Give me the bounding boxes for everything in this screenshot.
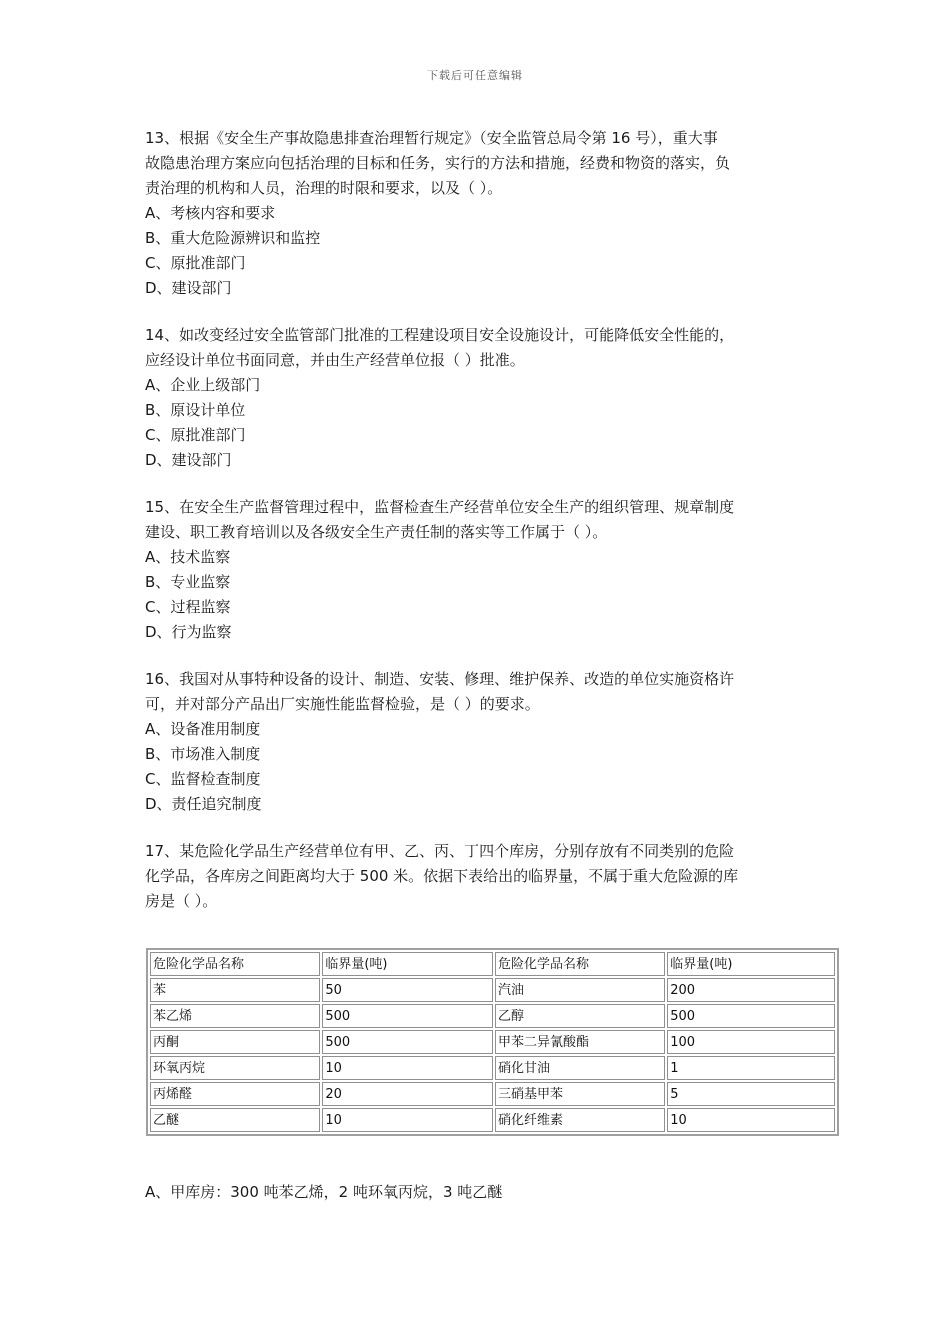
threshold-table <box>146 948 839 1136</box>
table-cell: 乙醇 <box>495 1004 665 1028</box>
table-cell: 500 <box>667 1004 835 1028</box>
question-16 <box>145 667 810 817</box>
table-header-cell: 危险化学品名称 <box>150 952 320 976</box>
option-a: A、设备准用制度 <box>145 720 261 738</box>
table-row <box>150 1082 835 1106</box>
question-stem-line: 可，并对部分产品出厂实施性能监督检验，是（ ）的要求。 <box>145 695 540 713</box>
question-stem-line: 建设、职工教育培训以及各级安全生产责任制的落实等工作属于（ ）。 <box>145 523 608 541</box>
table-cell: 100 <box>667 1030 835 1054</box>
option-a: A、考核内容和要求 <box>145 204 276 222</box>
question-stem-line: 房是（ ）。 <box>145 892 218 910</box>
table-cell: 10 <box>322 1108 493 1132</box>
table-header-cell: 临界量(吨) <box>322 952 493 976</box>
question-list <box>145 126 810 1158</box>
table-cell: 10 <box>322 1056 493 1080</box>
question-stem-line: 14、如改变经过安全监管部门批准的工程建设项目安全设施设计，可能降低安全性能的， <box>145 326 735 344</box>
page-header: 下载后可任意编辑 <box>427 69 523 82</box>
question-17 <box>145 839 810 1136</box>
option-c: C、监督检查制度 <box>145 770 261 788</box>
table-cell: 环氧丙烷 <box>150 1056 320 1080</box>
table-cell: 10 <box>667 1108 835 1132</box>
option-b: B、专业监察 <box>145 573 231 591</box>
table-cell: 500 <box>322 1004 493 1028</box>
table-cell: 5 <box>667 1082 835 1106</box>
table-cell: 苯乙烯 <box>150 1004 320 1028</box>
table-cell: 200 <box>667 978 835 1002</box>
option-d: D、责任追究制度 <box>145 795 262 813</box>
table-row <box>150 1108 835 1132</box>
table-cell: 乙醚 <box>150 1108 320 1132</box>
table-cell: 三硝基甲苯 <box>495 1082 665 1106</box>
table-row <box>150 978 835 1002</box>
table-cell: 50 <box>322 978 493 1002</box>
question-stem-line: 17、某危险化学品生产经营单位有甲、乙、丙、丁四个库房，分别存放有不同类别的危险 <box>145 842 735 860</box>
question-stem-line: 应经设计单位书面同意，并由生产经营单位报（ ）批准。 <box>145 351 525 369</box>
option-a: A、技术监察 <box>145 548 231 566</box>
question-13 <box>145 126 810 301</box>
option-a: A、企业上级部门 <box>145 376 261 394</box>
option-b: B、重大危险源辨识和监控 <box>145 229 321 247</box>
option-c: C、原批准部门 <box>145 254 246 272</box>
option-d: D、行为监察 <box>145 623 232 641</box>
question-stem-line: 13、根据《安全生产事故隐患排查治理暂行规定》（安全监管总局令第 16 号），重大事 <box>145 129 718 147</box>
threshold-table-wrapper <box>146 948 810 1136</box>
option-c: C、原批准部门 <box>145 426 246 444</box>
option-b: B、原设计单位 <box>145 401 246 419</box>
table-cell: 丙酮 <box>150 1030 320 1054</box>
table-cell: 汽油 <box>495 978 665 1002</box>
table-cell: 丙烯醛 <box>150 1082 320 1106</box>
table-cell: 甲苯二异氰酸酯 <box>495 1030 665 1054</box>
question-stem-line: 责治理的机构和人员，治理的时限和要求，以及（ ）。 <box>145 179 503 197</box>
table-header-cell: 临界量(吨) <box>667 952 835 976</box>
table-cell: 硝化甘油 <box>495 1056 665 1080</box>
table-cell: 硝化纤维素 <box>495 1108 665 1132</box>
question-stem-line: 化学品，各库房之间距离均大于 500 米。依据下表给出的临界量，不属于重大危险源的库 <box>145 867 739 885</box>
question-stem-line: 16、我国对从事特种设备的设计、制造、安装、修理、维护保养、改造的单位实施资格许 <box>145 670 735 688</box>
table-cell: 1 <box>667 1056 835 1080</box>
option-c: C、过程监察 <box>145 598 231 616</box>
option-d: D、建设部门 <box>145 279 232 297</box>
question-15 <box>145 495 810 645</box>
option-d: D、建设部门 <box>145 451 232 469</box>
table-cell: 20 <box>322 1082 493 1106</box>
table-header-cell: 危险化学品名称 <box>495 952 665 976</box>
table-cell: 500 <box>322 1030 493 1054</box>
question-stem-line: 故隐患治理方案应向包括治理的目标和任务，实行的方法和措施，经费和物资的落实，负 <box>145 154 731 172</box>
table-row <box>150 1004 835 1028</box>
table-row <box>150 1030 835 1054</box>
question-14 <box>145 323 810 473</box>
question-stem-line: 15、在安全生产监督管理过程中，监督检查生产经营单位安全生产的组织管理、规章制度 <box>145 498 735 516</box>
table-row <box>150 1056 835 1080</box>
option-b: B、市场准入制度 <box>145 745 261 763</box>
option-a: A、甲库房：300 吨苯乙烯，2 吨环氧丙烷，3 吨乙醚 <box>145 1183 503 1201</box>
table-cell: 苯 <box>150 978 320 1002</box>
table-header-row <box>150 952 835 976</box>
